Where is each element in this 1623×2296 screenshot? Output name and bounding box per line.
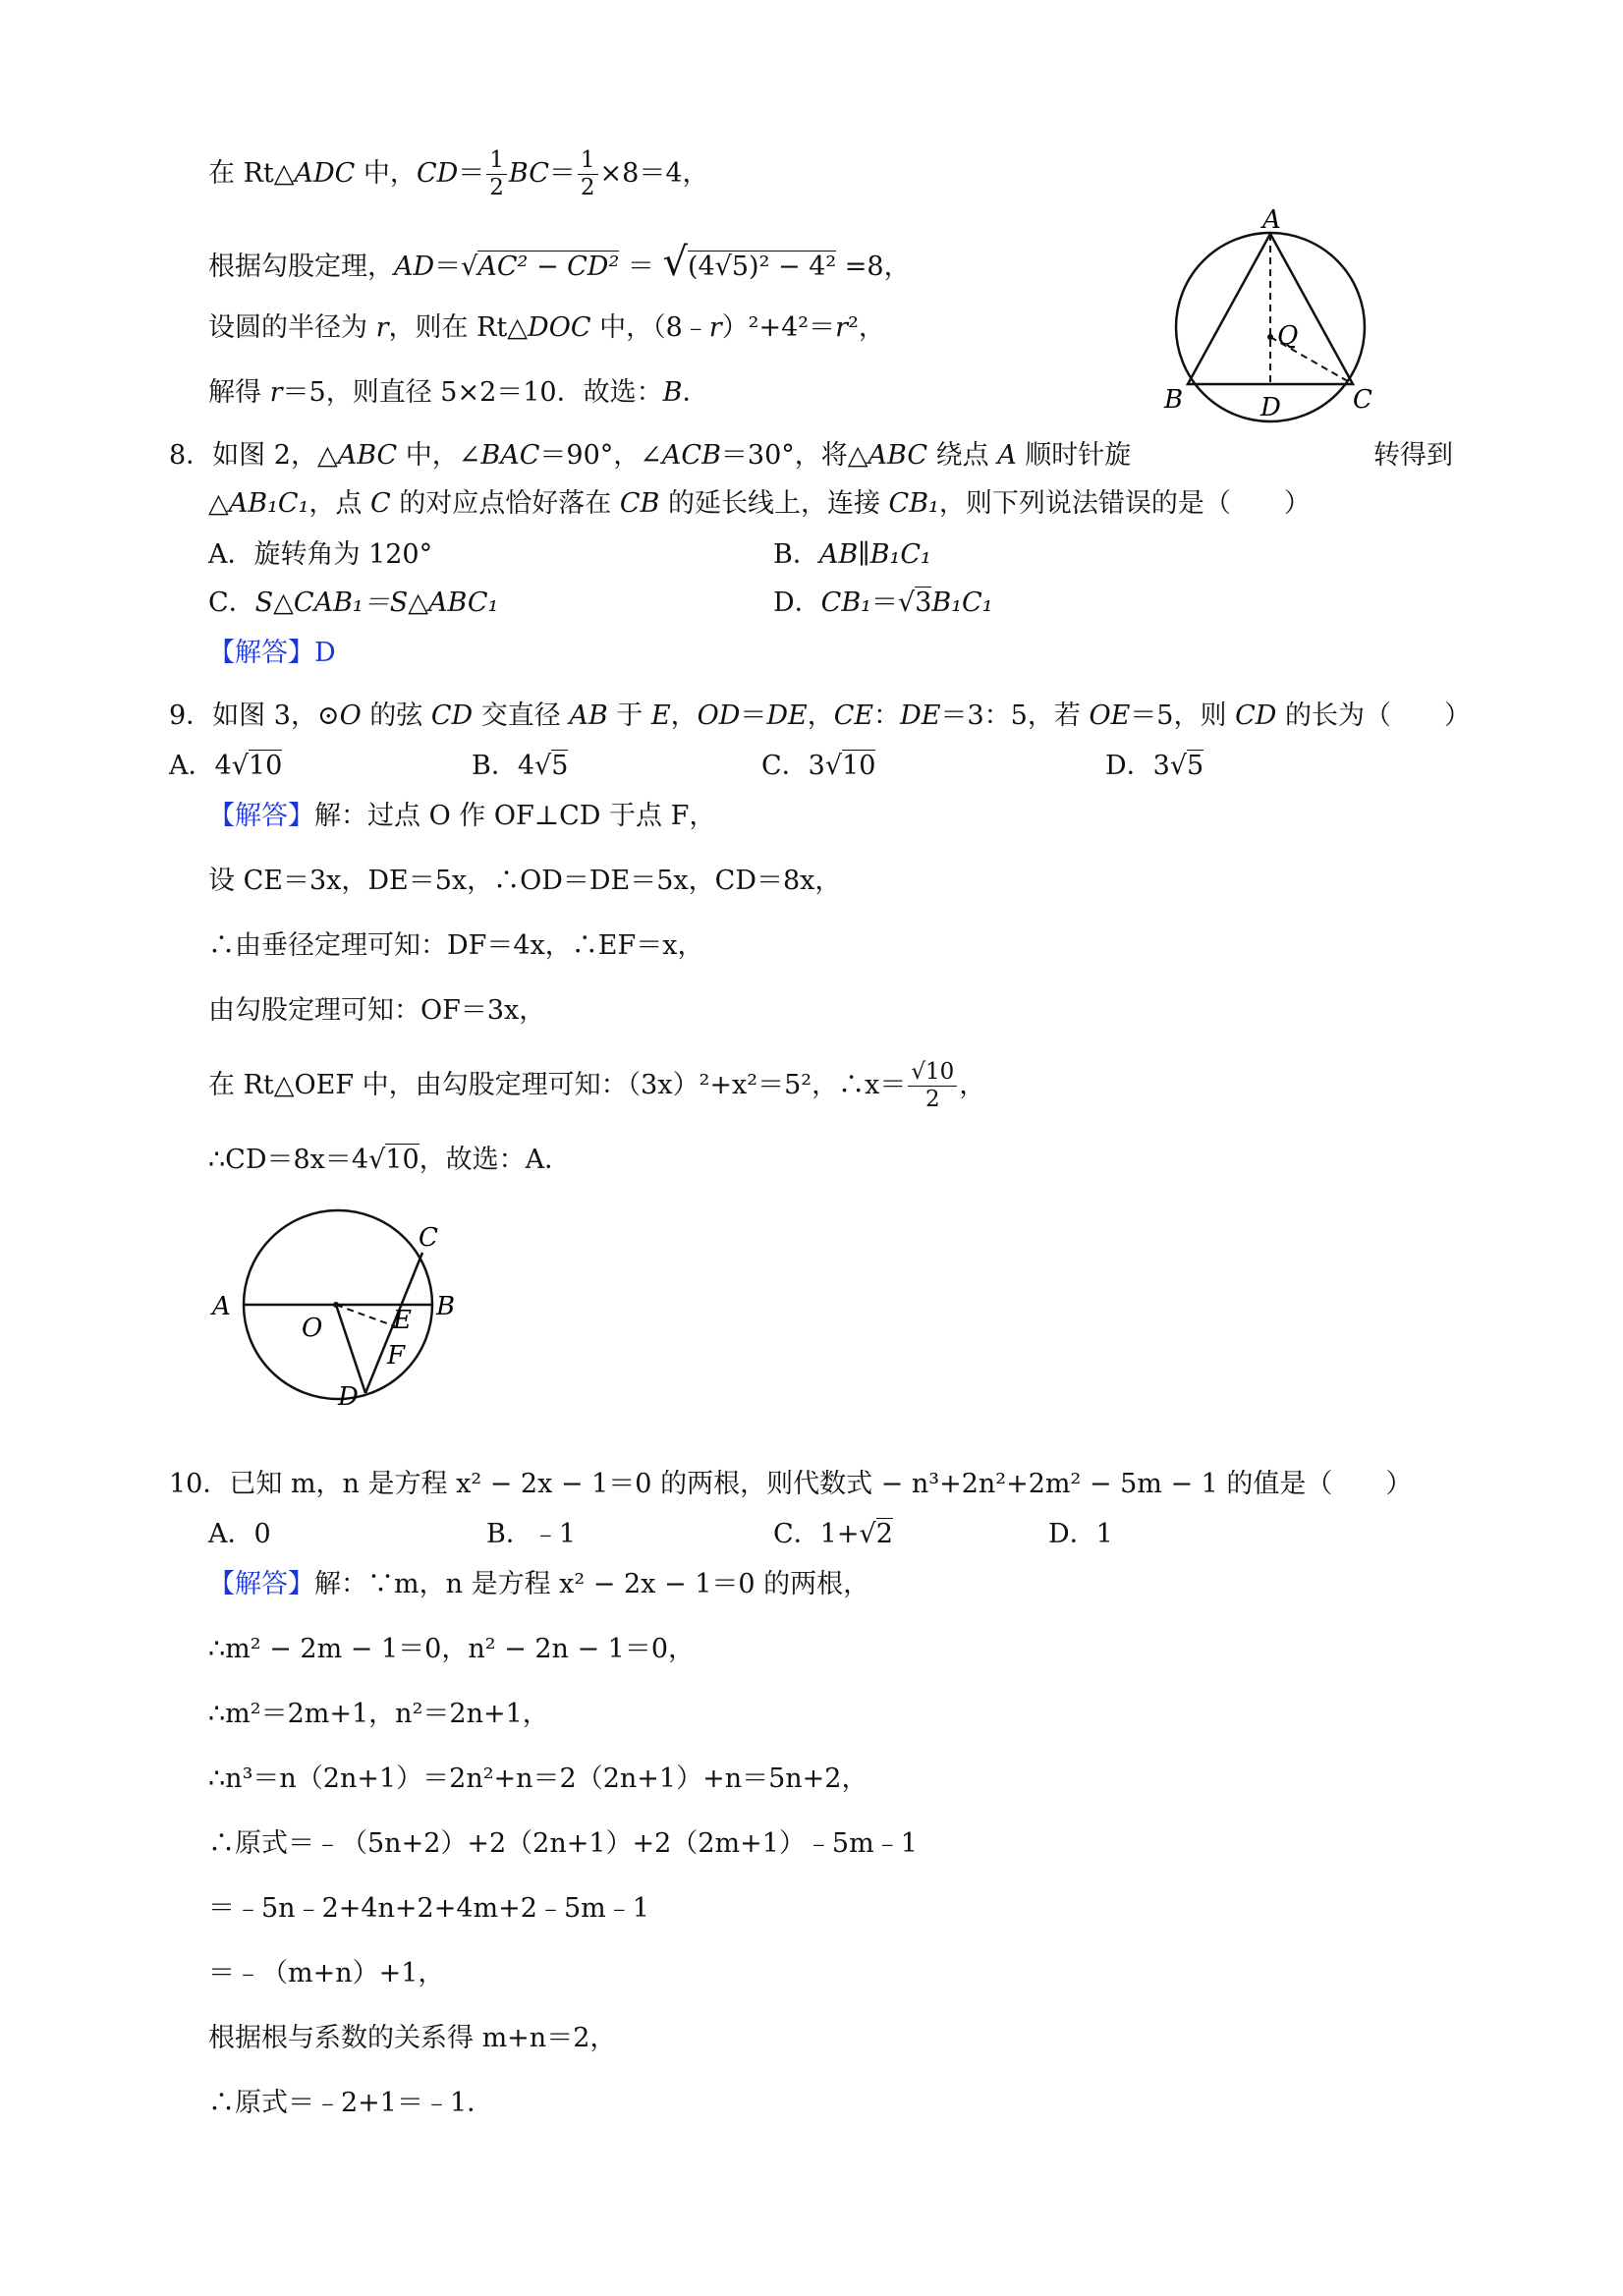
text: ，故选：A．	[419, 1145, 572, 1175]
text: r	[708, 312, 722, 343]
sqrt-sign: √	[859, 1519, 876, 1549]
q10-solution-1	[208, 1568, 869, 1601]
text: ，	[670, 700, 698, 731]
center-dot	[1267, 334, 1273, 340]
text: ，点	[308, 488, 371, 519]
text: 中，（8﹣	[590, 312, 709, 343]
q9-option-a	[169, 750, 282, 783]
q9-solution-1	[208, 800, 715, 833]
fraction	[908, 1061, 957, 1111]
text: ，则下列说法错误的是（ ）	[938, 488, 1311, 519]
text: OD	[697, 700, 741, 731]
text: ∴CD＝8x＝4	[208, 1145, 369, 1175]
q10-option-d: D．1	[1048, 1519, 1113, 1549]
center-dot	[333, 1302, 339, 1308]
text: ：	[873, 700, 901, 731]
text: ADC	[294, 158, 356, 189]
text: ，	[959, 1070, 986, 1100]
text: ）²+4²＝	[721, 312, 836, 343]
solution-line-2	[208, 240, 911, 285]
label-a: A	[1262, 205, 1281, 235]
q9-option-b	[472, 750, 568, 783]
q9-solution-2: 设 CE＝3x，DE＝5x，∴OD＝DE＝5x，CD＝8x，	[208, 866, 842, 896]
text: CB₁	[820, 588, 871, 618]
q10-option-a: A．0	[208, 1519, 271, 1549]
sqrt-sign: √	[461, 252, 478, 282]
text: 绕点	[927, 440, 998, 471]
label-q: Q	[1277, 321, 1299, 351]
q10-solution-9: ∴原式＝﹣2+1＝﹣1．	[208, 2088, 494, 2118]
solution-line-1	[208, 147, 709, 200]
text: CB	[619, 488, 660, 519]
sqrt-sign: √	[824, 751, 843, 781]
text: 的延长线上，连接	[659, 488, 889, 519]
text: C．	[208, 588, 255, 618]
figure-circle-triangle	[1154, 201, 1385, 432]
text: DE	[900, 700, 941, 731]
text: r	[375, 312, 389, 343]
text: CD	[430, 700, 474, 731]
label-f: F	[387, 1341, 406, 1371]
text: DE	[766, 700, 808, 731]
text: r	[835, 312, 849, 343]
text: 9．如图 3，⊙	[169, 700, 340, 731]
text: S△CAB₁＝S△ABC₁	[254, 588, 499, 618]
segment-of	[336, 1305, 395, 1326]
text: CB₁	[888, 488, 939, 519]
text: CD	[416, 158, 459, 189]
radicand: 2	[875, 1519, 893, 1549]
text: BAC	[480, 440, 540, 471]
text: ＝	[740, 700, 767, 731]
text: 解得	[208, 377, 270, 408]
text: 中，	[355, 158, 417, 189]
sqrt-sign: √	[534, 751, 552, 781]
text: ABC	[337, 440, 398, 471]
text: 在 Rt△OEF 中，由勾股定理可知：（3x）²+x²＝5²，∴x＝	[208, 1070, 907, 1100]
radicand: (4√5)² − 4²	[687, 252, 837, 282]
text: AB₁C₁	[228, 488, 309, 519]
text: ＝	[434, 252, 462, 282]
q10-solution-7: ＝﹣（m+n）+1，	[208, 1958, 445, 1988]
q9-solution-6	[208, 1144, 571, 1177]
text: B．	[773, 539, 819, 570]
radicand: 3	[915, 588, 932, 618]
text: D．3	[1105, 751, 1170, 781]
denominator: 2	[489, 175, 504, 200]
text: 设圆的半径为	[208, 312, 376, 343]
label-e: E	[393, 1306, 412, 1335]
solution-line-4	[208, 376, 708, 410]
text: BC	[508, 158, 549, 189]
text: 解：过点 O 作 OF⊥CD 于点 F，	[314, 801, 716, 831]
label-c: C	[419, 1223, 438, 1253]
text: ＝30°，将△	[720, 440, 868, 471]
q8-option-c	[208, 587, 498, 620]
q10-stem: 10．已知 m，n 是方程 x² − 2x − 1＝0 的两根，则代数式 − n³+2n²+2m² − 5m − 1 的值是（ ）	[169, 1469, 1413, 1499]
q8-stem-line-2	[208, 487, 1311, 521]
text: AD	[394, 252, 435, 282]
text: ，	[807, 700, 834, 731]
text: DOC	[528, 312, 591, 343]
text: ，则在 Rt△	[388, 312, 529, 343]
text: r	[269, 377, 283, 408]
label-b: B	[1164, 385, 1184, 415]
numerator: 1	[578, 149, 598, 175]
text: ＝	[870, 588, 898, 618]
sqrt-sign: √	[662, 240, 688, 285]
text: OE	[1089, 700, 1131, 731]
text: A．4	[169, 751, 232, 781]
text: B	[662, 377, 683, 408]
q10-solution-5: ∴原式＝﹣（5n+2）+2（2n+1）+2（2m+1）﹣5m﹣1	[208, 1828, 918, 1859]
denominator: 2	[580, 175, 595, 200]
label-d: D	[338, 1382, 359, 1410]
sqrt-sign: √	[897, 588, 916, 618]
fraction	[578, 149, 598, 199]
text: 8．如图 2，△	[169, 440, 338, 471]
text: 交直径	[473, 700, 570, 731]
text: △	[208, 488, 229, 519]
text: C．3	[761, 751, 825, 781]
q9-solution-4: 由勾股定理可知：OF＝3x，	[208, 995, 546, 1026]
text: 的弦	[361, 700, 431, 731]
text: ＝90°，∠	[539, 440, 662, 471]
text: 的对应点恰好落在	[390, 488, 620, 519]
radicand: 10	[842, 751, 876, 781]
solution-line-3	[208, 311, 885, 345]
q10-solution-2: ∴m² − 2m − 1＝0，n² − 2n − 1＝0，	[208, 1634, 696, 1664]
q8-answer	[208, 637, 336, 670]
q10-solution-4: ∴n³＝n（2n+1）＝2n²+n＝2（2n+1）+n＝5n+2，	[208, 1764, 868, 1794]
text: ＝3：5，若	[940, 700, 1090, 731]
radicand: AC² − CD²	[477, 252, 620, 282]
text: C	[370, 488, 391, 519]
q10-solution-3: ∴m²＝2m+1，n²＝2n+1，	[208, 1699, 549, 1729]
q9-solution-3: ∴由垂径定理可知：DF＝4x，∴EF＝x，	[208, 930, 704, 961]
radicand: 5	[1187, 751, 1204, 781]
text: =8，	[836, 252, 911, 282]
answer-label: 【解答】	[208, 801, 314, 831]
text: B．4	[472, 751, 535, 781]
sqrt-sign: √	[1169, 751, 1188, 781]
text: 根据勾股定理，	[208, 252, 394, 282]
q9-option-d	[1105, 750, 1203, 783]
text: ＝	[619, 252, 663, 282]
text: ．	[682, 377, 709, 408]
text: AB∥B₁C₁	[818, 539, 931, 570]
numerator: 1	[486, 149, 507, 175]
label-b: B	[436, 1292, 456, 1321]
label-o: O	[302, 1314, 323, 1343]
q9-solution-5	[208, 1059, 986, 1112]
q9-stem	[169, 700, 1471, 733]
q10-solution-6: ＝﹣5n﹣2+4n+2+4m+2﹣5m﹣1	[208, 1893, 649, 1924]
label-a: A	[212, 1292, 231, 1321]
text: ＝	[548, 158, 576, 189]
q8-option-b	[773, 538, 931, 572]
answer-value: D	[314, 638, 336, 668]
text: 的长为（ ）	[1276, 700, 1471, 731]
text: C．1+	[773, 1519, 860, 1549]
text: B₁C₁	[931, 588, 993, 618]
q9-option-c	[761, 750, 875, 783]
q10-option-b: B．﹣1	[486, 1519, 577, 1549]
text: E	[650, 700, 671, 731]
text: AB	[569, 700, 608, 731]
answer-label: 【解答】	[208, 1569, 314, 1599]
sqrt-sign: √	[231, 751, 249, 781]
text: A	[997, 440, 1017, 471]
sqrt-sign: √	[368, 1145, 386, 1175]
text: CD	[1235, 700, 1277, 731]
radicand: 10	[248, 751, 283, 781]
text: ACB	[661, 440, 721, 471]
text: O	[339, 700, 362, 731]
segment-od	[336, 1305, 365, 1393]
radicand: 10	[385, 1145, 420, 1175]
text: 顺时针旋	[1016, 440, 1132, 471]
q8-option-a: A．旋转角为 120°	[208, 539, 433, 570]
fraction	[486, 149, 507, 199]
text: ABC	[867, 440, 928, 471]
numerator: √10	[908, 1061, 957, 1087]
q8-stem-line-1	[169, 439, 1131, 473]
q8-stem-line-1-right: 转得到	[1373, 440, 1453, 471]
figure-circle-chord	[208, 1199, 469, 1410]
text: ²，	[848, 312, 885, 343]
answer-label: 【解答】	[208, 638, 314, 668]
q10-option-c	[773, 1518, 893, 1551]
text: ＝5，则直径 5×2＝10．故选：	[282, 377, 663, 408]
q10-solution-8: 根据根与系数的关系得 m+n＝2，	[208, 2023, 617, 2053]
denominator: 2	[924, 1087, 940, 1112]
text: ＝5，则	[1130, 700, 1236, 731]
label-d: D	[1260, 393, 1281, 422]
text: ＝	[458, 158, 485, 189]
label-c: C	[1353, 385, 1372, 415]
text: ×8＝4，	[599, 158, 709, 189]
text: 于	[607, 700, 651, 731]
text: 中，∠	[397, 440, 481, 471]
text: CE	[833, 700, 874, 731]
text: 解：∵m，n 是方程 x² − 2x − 1＝0 的两根，	[314, 1569, 870, 1599]
text: D．	[773, 588, 821, 618]
radicand: 5	[551, 751, 569, 781]
q8-option-d	[773, 587, 993, 620]
text: 在 Rt△	[208, 158, 295, 189]
